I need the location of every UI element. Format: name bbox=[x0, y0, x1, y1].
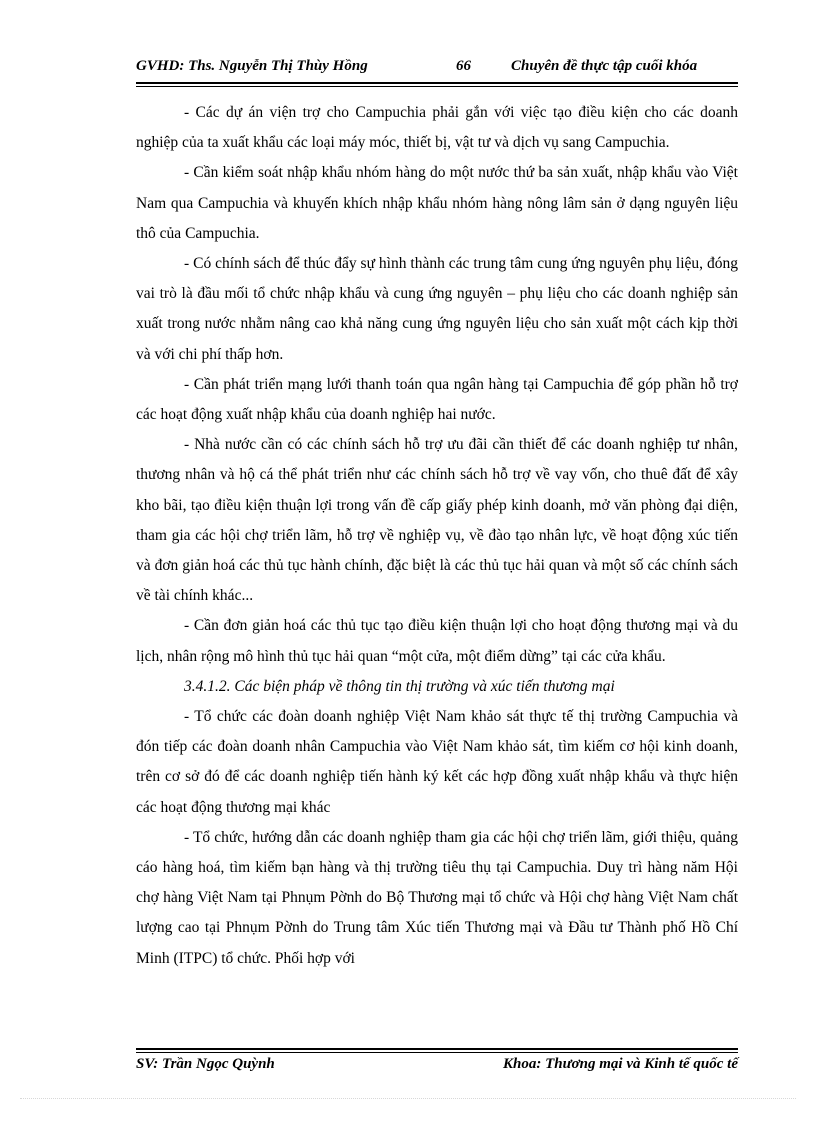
page-header bbox=[136, 58, 736, 80]
header-rule bbox=[136, 82, 738, 87]
footer-rule bbox=[136, 1048, 738, 1053]
footer-faculty: Khoa: Thương mại và Kinh tế quốc tế bbox=[503, 1056, 738, 1072]
page-body bbox=[136, 98, 738, 974]
header-supervisor: GVHD: Ths. Nguyễn Thị Thùy Hồng bbox=[136, 58, 368, 74]
paragraph: - Cần đơn giản hoá các thủ tục tạo điều kiện thuận lợi cho hoạt động thương mại và du lịch, nhân rộng mô hình thủ tục hải quan “một cửa, một điểm dừng” tại các cửa khẩu. bbox=[136, 617, 738, 665]
paragraph: - Cần phát triển mạng lưới thanh toán qua ngân hàng tại Campuchia để góp phần hỗ trợ các hoạt động xuất nhập khẩu của doanh nghiệp hai nước. bbox=[136, 375, 738, 424]
page-edge bbox=[20, 1098, 796, 1099]
page-footer bbox=[136, 1056, 738, 1078]
section-heading: 3.4.1.2. Các biện pháp về thông tin thị trường và xúc tiến thương mại bbox=[184, 677, 615, 695]
paragraph: - Các dự án viện trợ cho Campuchia phải gắn với việc tạo điều kiện cho các doanh nghiệp của ta xuất khẩu các loại máy móc, thiết bị, vật tư và dịch vụ sang Campuchia. bbox=[136, 104, 738, 152]
page-number: 66 bbox=[456, 58, 471, 74]
paragraph: - Có chính sách để thúc đẩy sự hình thành các trung tâm cung ứng nguyên phụ liệu, đóng vai trò là đầu mối tổ chức nhập khẩu và cung ứng nguyên – phụ liệu cho các doanh nghiệp sản xuất trong nước nhằm nâng cao khả năng cung ứng nguyên liệu cho sản xuất một cách kịp thời và với chi phí thấp hơn. bbox=[136, 255, 738, 363]
paragraph: - Cần kiểm soát nhập khẩu nhóm hàng do một nước thứ ba sản xuất, nhập khẩu vào Việt Nam qua Campuchia và khuyến khích nhập khẩu nhóm hàng nông lâm sản ở dạng nguyên liệu thô của Campuchia. bbox=[136, 164, 738, 242]
paragraph: - Nhà nước cần có các chính sách hỗ trợ ưu đãi cần thiết để các doanh nghiệp tư nhân, thương nhân và hộ cá thể phát triển như các chính sách hỗ trợ về vay vốn, cho thuê đất để xây kho bãi, tạo điều kiện thuận lợi trong vấn đề cấp giấy phép kinh doanh, mở văn phòng đại diện, tham gia các hội chợ triển lãm, hỗ trợ về nghiệp vụ, về đào tạo nhân lực, về hoạt động xúc tiến và đơn giản hoá các thủ tục hành chính, đặc biệt là các thủ tục hải quan và một số các chính sách về tài chính khác... bbox=[136, 436, 738, 605]
paragraph: - Tổ chức các đoàn doanh nghiệp Việt Nam khảo sát thực tế thị trường Campuchia và đón tiếp các đoàn doanh nhân Campuchia vào Việt Nam khảo sát, tìm kiếm cơ hội kinh doanh, trên cơ sở đó để các doanh nghiệp tiến hành ký kết các hợp đồng xuất nhập khẩu và thực hiện các hoạt động thương mại khác bbox=[136, 708, 738, 816]
paragraph: - Tổ chức, hướng dẫn các doanh nghiệp tham gia các hội chợ triển lãm, giới thiệu, quảng cáo hàng hoá, tìm kiếm bạn hàng và thị trường tiêu thụ tại Campuchia. Duy trì hàng năm Hội chợ hàng Việt Nam tại Phnụm Pờnh do Bộ Thương mại tổ chức và Hội chợ hàng Việt Nam chất lượng cao tại Phnụm Pờnh do Trung tâm Xúc tiến Thương mại và Đầu tư Thành phố Hồ Chí Minh (ITPC) tổ chức. Phối hợp với bbox=[136, 828, 738, 967]
footer-student: SV: Trần Ngọc Quỳnh bbox=[136, 1056, 275, 1072]
header-document-title: Chuyên đề thực tập cuối khóa bbox=[511, 58, 698, 74]
